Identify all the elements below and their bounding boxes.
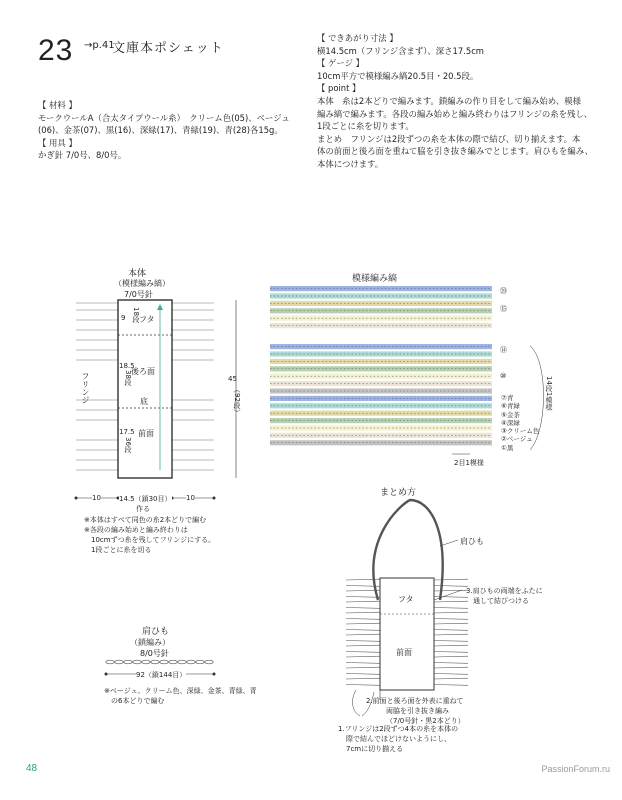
step-2-line-1: 2.前面と後ろ面を外表に重ねて (366, 697, 464, 705)
body-front-label: 前面 (138, 429, 154, 438)
dim-36: 36段 (124, 437, 132, 453)
body-subtitle: （模様編み縞） (114, 279, 170, 288)
gauge-line: 10cm平方で模様編み縞20.5目・20.5段。 (317, 70, 479, 81)
point-line-6: 本体につけます。 (317, 158, 384, 169)
dim-9: 9 (121, 314, 126, 322)
step-1-line-1: 1.フリンジは2段ずつ4本の糸を本体の (338, 725, 459, 733)
stitch-repeat-label: 2目1模様 (454, 459, 484, 467)
fringe-strand (346, 667, 380, 668)
strap-subtitle: （鎖編み） (130, 638, 170, 647)
legend-color-6: ⑥青緑 (501, 402, 520, 411)
step-1-line-3: 7cmに切り揃える (346, 745, 404, 753)
materials-line-1: モークウールA（合太タイプウール糸） クリーム色(05)、ベージュ (38, 112, 290, 123)
point-line-5: 体の前面と後ろ面を重ねて脇を引き抜き編みでとじます。肩ひもを編み、 (317, 146, 593, 157)
fringe-strand (346, 612, 380, 613)
fringe-strand (346, 656, 380, 657)
width-left: 10 (92, 494, 101, 502)
page-reference: →p.41 (84, 40, 115, 51)
size-line: 横14.5cm（フリンジ含まず）、深さ17.5cm (317, 45, 484, 56)
body-note-4: 1段ごとに糸を切る (91, 546, 152, 554)
fringe-strand (346, 601, 380, 602)
dim-18-5: 18.5 (119, 362, 135, 370)
dim-38: 38段 (124, 370, 132, 386)
fringe-strand (346, 630, 380, 631)
fringe-strand (434, 678, 468, 679)
pattern-title: 模様編み縞 (352, 274, 398, 284)
body-hook: 7/0号針 (124, 290, 153, 299)
legend-color-3: ③クリーム色 (501, 427, 540, 436)
body-back-label: 後ろ面 (131, 367, 155, 376)
fringe-strand (346, 597, 380, 598)
legend-color-1: ①黒 (501, 443, 514, 452)
pattern-title: 文庫本ポシェット (112, 41, 224, 56)
strap-note-2: の6本どりで編む (111, 697, 165, 705)
fringe-strand (346, 634, 380, 635)
row-14-marker: ⑭ (500, 346, 507, 354)
size-heading: 【 できあがり寸法 】 (317, 33, 398, 43)
strap-title: 肩ひも (142, 627, 170, 637)
fringe-strand (434, 685, 468, 686)
dim-45: 45 (228, 375, 237, 383)
fringe-strand (434, 663, 468, 664)
fringe-strand (346, 608, 380, 609)
legend-color-7: ⑦青 (501, 394, 514, 402)
gauge-heading: 【 ゲージ 】 (317, 58, 365, 69)
rows-per-repeat: 14段1模様 (545, 376, 553, 411)
fringe-strand (434, 623, 468, 624)
fringe-strand (434, 674, 468, 675)
fringe-strand (346, 678, 380, 679)
assembly-step-3 (466, 586, 543, 606)
point-heading: 【 point 】 (317, 83, 361, 94)
step-1-line-2: 際で結んでほどけないようにし、 (346, 735, 451, 743)
fringe-strand (434, 608, 468, 609)
fringe-strand (434, 630, 468, 631)
fringe-strand (434, 619, 468, 620)
fringe-strand (346, 623, 380, 624)
legend-color-4: ④深緑 (501, 418, 520, 427)
fringe-strand (434, 667, 468, 668)
fringe-label: フリンジ (81, 372, 90, 404)
materials-line-2: (06)、金茶(07)、黒(16)、深緑(17)、青緑(19)、青(28)各15g。 (38, 125, 283, 136)
body-flap-label: フタ (139, 315, 155, 324)
step-2-line-3: （7/0号針・黒2本どり） (386, 717, 465, 725)
fringe-strand (346, 619, 380, 620)
body-note-1: ※本体はすべて同色の糸2本どりで編む (84, 516, 207, 524)
body-note-3: 10cmずつ糸を残してフリンジにする。 (91, 536, 216, 544)
row-10-marker: ⑩ (500, 372, 507, 380)
fringe-strand (346, 645, 380, 646)
point-line-1: 本体 糸は2本どりで編みます。鎖編みの作り目をして編み始め、模様 (317, 95, 581, 106)
watermark: PassionForum.ru (541, 764, 610, 774)
point-line-2: 編み縞で編みます。各段の編み始めと編み終わりはフリンジの糸を残し、 (317, 108, 593, 119)
fringe-strand (434, 652, 468, 653)
page-number: 48 (26, 763, 38, 774)
width-middle-2: 作る (136, 505, 150, 513)
fringe-strand (434, 601, 468, 602)
body-bottom-label: 底 (140, 397, 148, 406)
point-line-3: 1段ごとに糸を切ります。 (317, 121, 414, 132)
fringe-strand (346, 652, 380, 653)
assembly-strap-label: 肩ひも (460, 537, 484, 546)
row-20-marker: ⑳ (500, 287, 507, 295)
fringe-strand (434, 641, 468, 642)
materials-heading: 【 材料 】 (38, 100, 77, 110)
step-3-line-2: 通して結びつける (473, 597, 529, 605)
assembly-flap-label: フタ (398, 595, 414, 604)
tools-line: かぎ針 7/0号、8/0号。 (38, 150, 127, 161)
step-2-line-2: 両脇を引き抜き編み (386, 707, 449, 715)
strap-note-1: ※ベージュ、クリーム色、深緑、金茶、青緑、青 (104, 687, 257, 695)
pattern-number: 23 (38, 34, 74, 67)
fringe-strand (434, 634, 468, 635)
assembly-step-2 (366, 696, 465, 726)
strap-hook: 8/0号針 (140, 649, 169, 658)
body-note-2: ※各段の編み始めと編み終わりは (84, 526, 188, 534)
fringe-strand (346, 685, 380, 686)
assembly-step-1 (338, 724, 458, 754)
fringe-strand (346, 674, 380, 675)
fringe-strand (434, 656, 468, 657)
fringe-strand (434, 612, 468, 613)
legend-color-5: ⑤金茶 (501, 410, 520, 419)
assembly-front-label: 前面 (396, 648, 412, 657)
width-right: 10 (186, 494, 195, 502)
fringe-strand (346, 641, 380, 642)
strap-length: 92（鎖144目） (136, 671, 187, 679)
body-title: 本体 (128, 269, 147, 279)
dim-92: （92段） (233, 386, 241, 416)
step-3-line-1: 3.肩ひもの両端をふたに (466, 587, 543, 595)
fringe-strand (434, 597, 468, 598)
fringe-strand (434, 586, 468, 587)
width-middle: 14.5（鎖30目） (119, 495, 172, 503)
dim-17-5: 17.5 (119, 428, 135, 436)
assembly-title: まとめ方 (380, 488, 417, 498)
legend-color-2: ②ベージュ (501, 435, 533, 444)
fringe-strand (346, 663, 380, 664)
tools-heading: 【 用具 】 (38, 137, 77, 148)
dim-18: 18段 (132, 307, 140, 323)
row-15-marker: ⑮ (500, 305, 507, 313)
fringe-strand (434, 645, 468, 646)
fringe-strand (434, 590, 468, 591)
point-line-4: まとめ フリンジは2段ずつの糸を本体の際で結び、切り揃えます。本 (317, 133, 581, 144)
